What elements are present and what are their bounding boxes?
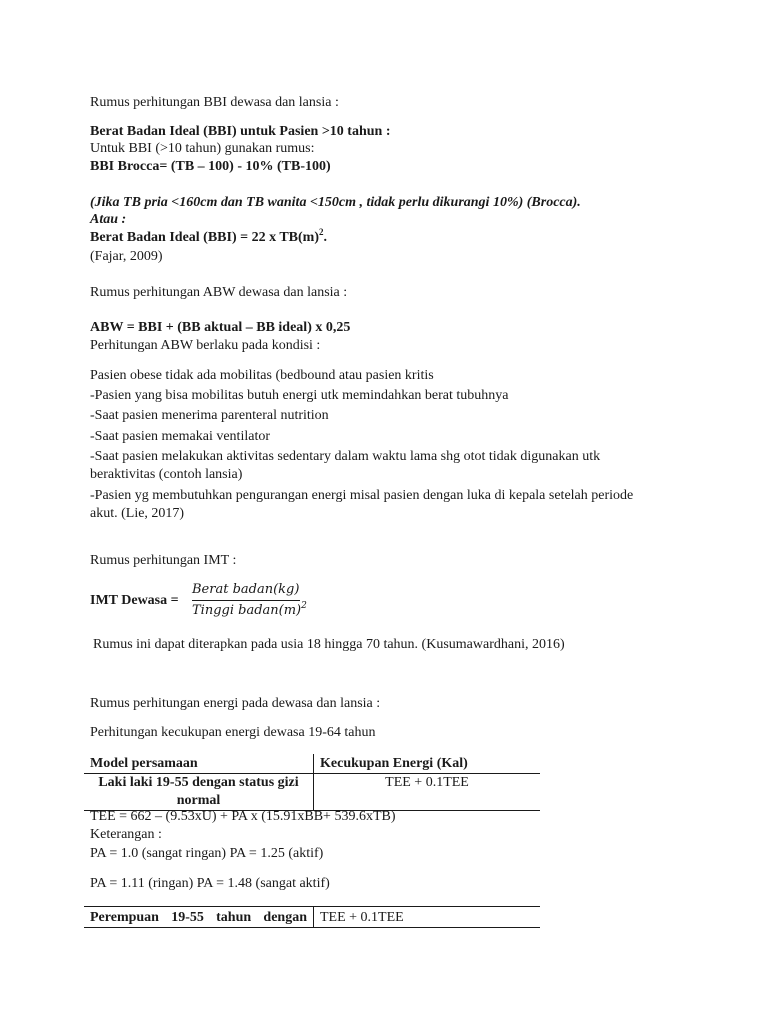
abw-formula: ABW = BBI + (BB aktual – BB ideal) x 0,25 (90, 320, 351, 335)
pa-values-line: PA = 1.0 (sangat ringan) PA = 1.25 (aktif) (90, 846, 324, 861)
abw-condition-item: -Saat pasien menerima parenteral nutrition (90, 408, 329, 423)
abw-conditions-title: Perhitungan ABW berlaku pada kondisi : (90, 338, 321, 353)
abw-condition-item-continued: akut. (Lie, 2017) (90, 506, 185, 521)
imt-denominator-text: Tinggi badan(m) (192, 603, 302, 618)
table-row (84, 774, 540, 811)
table-row (84, 907, 540, 928)
energy-table-continued (84, 906, 540, 928)
bbi-brocca-note: (Jika TB pria <160cm dan TB wanita <150cm , tidak perlu dikurangi 10%) (Brocca). (90, 195, 581, 210)
bbi-alt-formula-exponent: 2 (319, 227, 324, 237)
imt-denominator (192, 601, 307, 618)
imt-denominator-exponent: 2 (301, 601, 307, 611)
bbi-alt-formula (90, 227, 328, 245)
table-cell-energy: TEE + 0.1TEE (314, 774, 541, 811)
abw-heading: Rumus perhitungan ABW dewasa dan lansia : (90, 285, 348, 300)
imt-numerator: Berat badan(kg) (192, 582, 300, 597)
bbi-alt-formula-period: . (323, 230, 328, 245)
bbi-usage-text: Untuk BBI (>10 tahun) gunakan rumus: (90, 141, 315, 156)
tee-formula: TEE = 662 – (9.53xU) + PA x (15.91xBB+ 539.6xTB) (90, 809, 396, 824)
fraction-bar (192, 600, 300, 601)
energy-subheading: Perhitungan kecukupan energi dewasa 19-64 tahun (90, 725, 376, 740)
bbi-citation: (Fajar, 2009) (90, 249, 163, 264)
bbi-alt-formula-text: Berat Badan Ideal (BBI) = 22 x TB(m) (90, 230, 320, 245)
keterangan-label: Keterangan : (90, 827, 162, 842)
bbi-subheading: Berat Badan Ideal (BBI) untuk Pasien >10 tahun : (90, 124, 391, 139)
table-cell-model: Perempuan 19-55 tahun dengan (84, 907, 314, 928)
table-header-cell: Kecukupan Energi (Kal) (314, 754, 541, 774)
abw-condition-item-continued: beraktivitas (contoh lansia) (90, 467, 243, 482)
abw-condition-item: -Pasien yang bisa mobilitas butuh energi utk memindahkan berat tubuhnya (90, 388, 509, 403)
abw-condition-item: -Pasien yg membutuhkan pengurangan energi misal pasien dengan luka di kepala setelah periode (90, 488, 634, 503)
imt-heading: Rumus perhitungan IMT : (90, 553, 237, 568)
imt-formula-label: IMT Dewasa = (90, 593, 179, 608)
abw-condition-item: -Saat pasien memakai ventilator (90, 429, 270, 444)
pa-values-line: PA = 1.11 (ringan) PA = 1.48 (sangat aktif) (90, 876, 330, 891)
abw-condition-item: -Saat pasien melakukan aktivitas sedentary dalam waktu lama shg otot tidak digunakan utk (90, 449, 601, 464)
bbi-brocca-formula: BBI Brocca= (TB – 100) - 10% (TB-100) (90, 159, 331, 174)
bbi-or-label: Atau : (90, 212, 127, 227)
imt-note: Rumus ini dapat diterapkan pada usia 18 hingga 70 tahun. (Kusumawardhani, 2016) (93, 637, 565, 652)
table-header-cell: Model persamaan (84, 754, 314, 774)
energy-table (84, 754, 540, 811)
abw-condition-item: Pasien obese tidak ada mobilitas (bedbound atau pasien kritis (90, 368, 434, 383)
table-header-row (84, 754, 540, 774)
table-cell-energy: TEE + 0.1TEE (314, 907, 541, 928)
table-cell-model: Laki laki 19-55 dengan status gizi normal (84, 774, 314, 811)
bbi-heading: Rumus perhitungan BBI dewasa dan lansia : (90, 95, 339, 110)
energy-heading: Rumus perhitungan energi pada dewasa dan lansia : (90, 696, 381, 711)
